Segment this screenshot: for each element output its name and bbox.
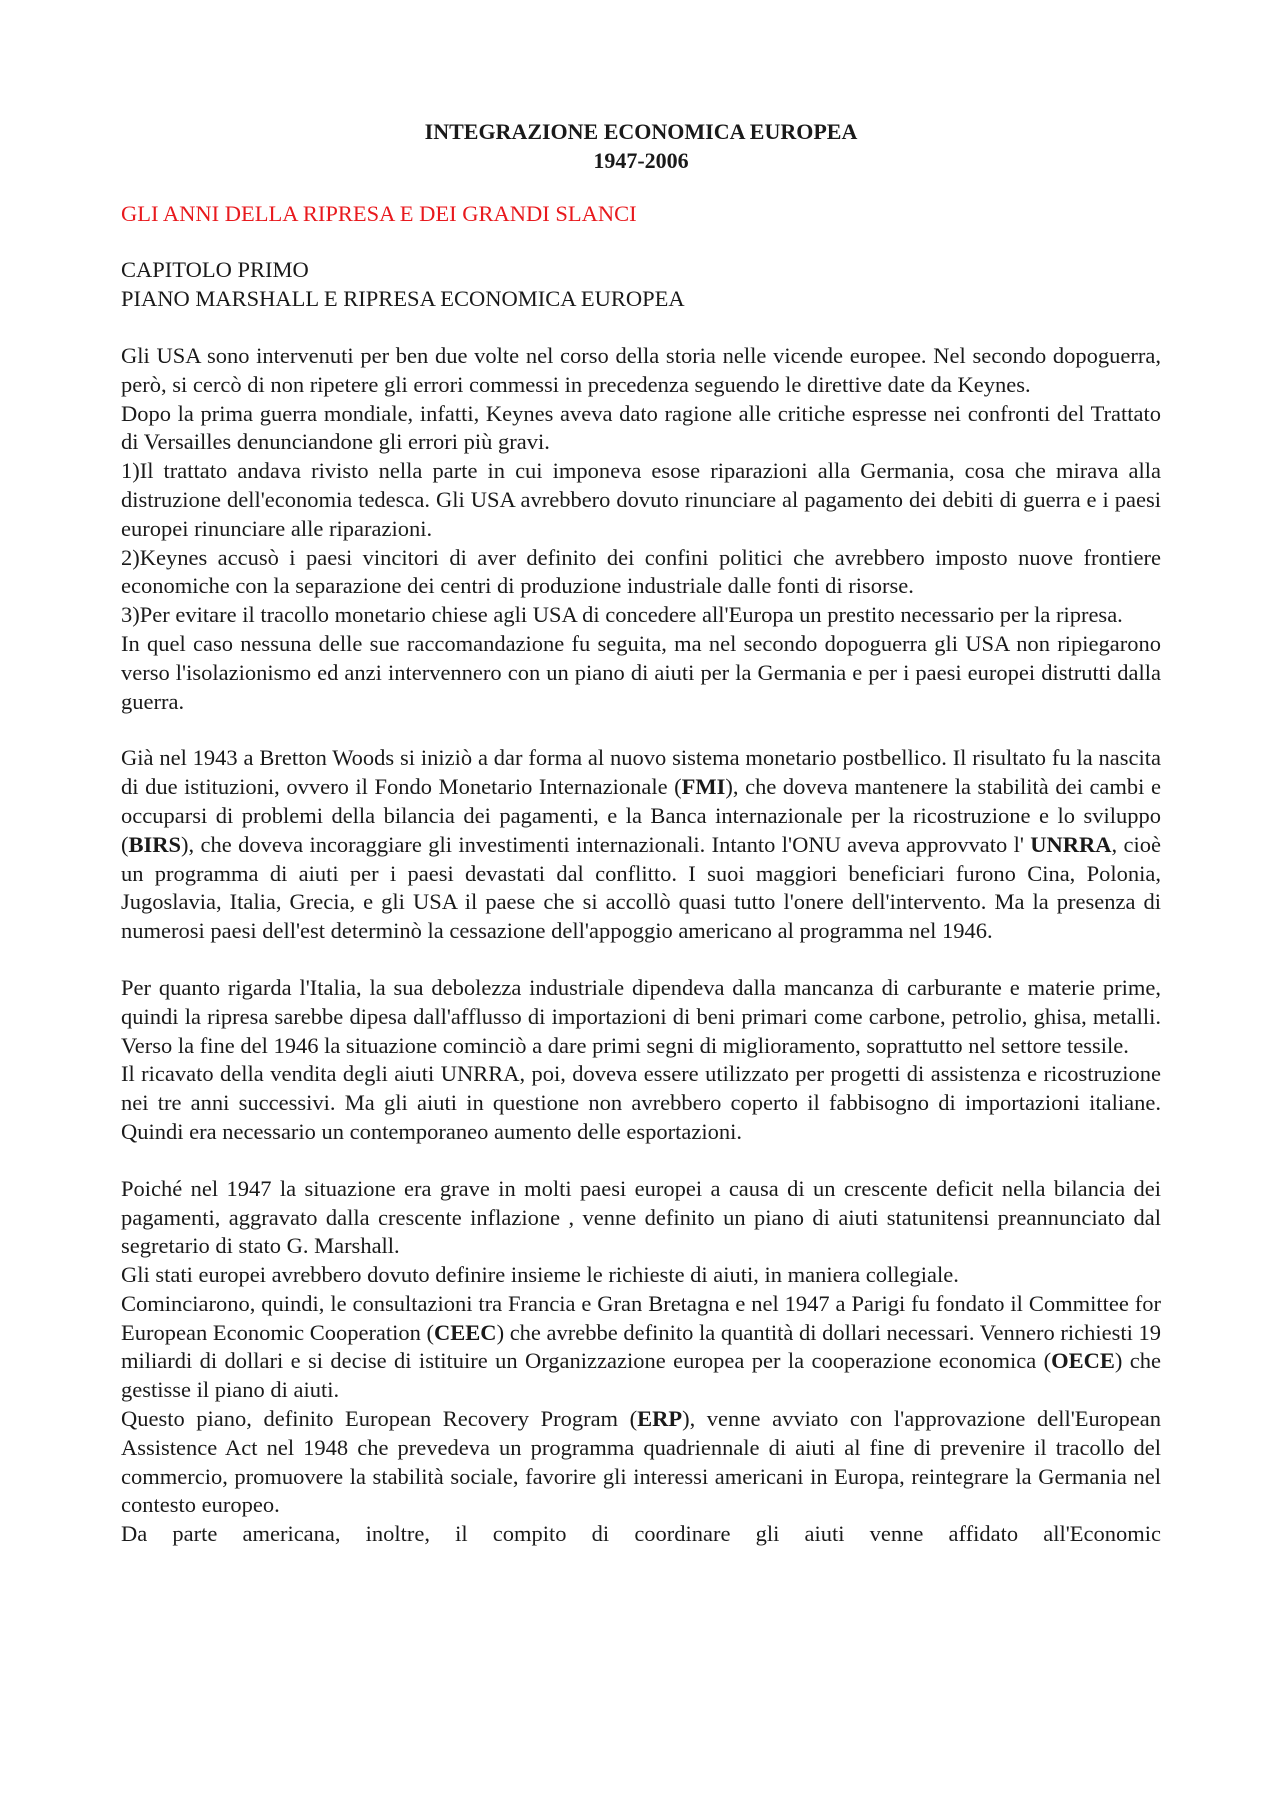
- text-block: [121, 342, 1161, 716]
- text-block: [121, 1175, 1161, 1549]
- document-page: [121, 118, 1161, 1549]
- paragraph: 2)Keynes accusò i paesi vincitori di aver definito dei confini politici che avrebbero imposto nuove frontiere economiche con la separazione dei centri di produzione industriale dalle fonti di risorse.: [121, 544, 1161, 599]
- chapter-title: PIANO MARSHALL E RIPRESA ECONOMICA EUROPEA: [121, 286, 685, 312]
- paragraph: Gli USA sono intervenuti per ben due volte nel corso della storia nelle vicende europee. Nel secondo dopoguerra, però, si cercò di non ripetere gli errori commessi in precedenza seguendo le direttive date da Keynes.: [121, 342, 1161, 397]
- chapter-heading: [121, 256, 1161, 314]
- text-segment: Cominciarono, quindi, le consultazioni tra Francia e Gran Bretagna e nel 1947 a Parigi fu fondato il Committee for European Economic Cooperation (: [121, 1290, 1161, 1345]
- chapter-label: CAPITOLO PRIMO: [121, 257, 309, 283]
- text-block: [121, 974, 1161, 1147]
- section-heading: GLI ANNI DELLA RIPRESA E DEI GRANDI SLANCI: [121, 200, 637, 226]
- text-segment: ), venne avviato con l'approvazione dell'European Assistence Act nel 1948 che prevedeva un programma quadriennale di aiuti al fine di prevenire il tracollo del commercio, promuovere la stabilità sociale, favorire gli interessi americani in Europa, reintegrare la Germania nel contesto europeo.: [121, 1406, 1161, 1518]
- paragraph: 3)Per evitare il tracollo monetario chiese agli USA di concedere all'Europa un prestito necessario per la ripresa.: [121, 602, 1123, 628]
- text-block: [121, 744, 1161, 946]
- paragraph: Per quanto rigarda l'Italia, la sua debolezza industriale dipendeva dalla mancanza di carburante e materie prime, quindi la ripresa sarebbe dipesa dall'afflusso di importazioni di beni primari come carbone, petrolio, ghisa, metalli. Verso la fine del 1946 la situazione cominciò a dare primi segni di miglioramento, soprattutto nel settore tessile.: [121, 974, 1161, 1058]
- document-title: [121, 118, 1161, 176]
- text-segment: , cioè un programma di aiuti per i paesi devastati dal conflitto. I suoi maggiori beneficiari furono Cina, Polonia, Jugoslavia, Italia, Grecia, e gli USA il paese che si accollò quasi tutto l'onere dell'intervento. Ma la presenza di numerosi paesi dell'est determinò la cessazione dell'appoggio americano al programma nel 1946.: [121, 831, 1161, 944]
- document-body: [121, 342, 1161, 1549]
- paragraph: [121, 1290, 1161, 1405]
- title-line-1: INTEGRAZIONE ECONOMICA EUROPEA: [424, 119, 858, 144]
- paragraph: In quel caso nessuna delle sue raccomandazione fu seguita, ma nel secondo dopoguerra gli USA non ripiegarono verso l'isolazionismo ed anzi intervennero con un piano di aiuti per la Germania e per i paesi europei distrutti dalla guerra.: [121, 630, 1161, 714]
- acronym: ERP: [637, 1406, 683, 1432]
- paragraph: Da parte americana, inoltre, il compito di coordinare gli aiuti venne affidato all'Economic: [121, 1521, 1161, 1547]
- text-segment: ) che gestisse il piano di aiuti.: [121, 1348, 1161, 1403]
- acronym: CEEC: [434, 1319, 497, 1345]
- paragraph: [121, 1405, 1161, 1520]
- acronym: FMI: [681, 774, 726, 800]
- paragraph: Dopo la prima guerra mondiale, infatti, Keynes aveva dato ragione alle critiche espresse nei confronti del Trattato di Versailles denunciandone gli errori più gravi.: [121, 400, 1161, 455]
- text-segment: ), che doveva mantenere la stabilità dei cambi e occuparsi di problemi della bilancia dei pagamenti, e la Banca internazionale per la ricostruzione e lo sviluppo (: [121, 774, 1161, 857]
- acronym: BIRS: [128, 831, 182, 857]
- text-segment: Già nel 1943 a Bretton Woods si iniziò a dar forma al nuovo sistema monetario postbellico. Il risultato fu la nascita di due istituzioni, ovvero il Fondo Monetario Internazionale (: [121, 745, 1161, 800]
- text-segment: ) che avrebbe definito la quantità di dollari necessari. Vennero richiesti 19 miliardi di dollari e si decise di istituire un Organizzazione europea per la cooperazione economica (: [121, 1319, 1161, 1374]
- text-segment: ), che doveva incoraggiare gli investimenti internazionali. Intanto l'ONU aveva approvvato l': [181, 831, 1031, 857]
- acronym: UNRRA: [1030, 831, 1112, 857]
- acronym: OECE: [1051, 1348, 1115, 1374]
- title-line-2: 1947-2006: [593, 147, 689, 173]
- text-segment: Questo piano, definito European Recovery Program (: [121, 1406, 638, 1432]
- paragraph: [121, 744, 1161, 946]
- paragraph: Poiché nel 1947 la situazione era grave in molti paesi europei a causa di un crescente deficit nella bilancia dei pagamenti, aggravato dalla crescente inflazione , venne definito un piano di aiuti statunitensi preannunciato dal segretario di stato G. Marshall.: [121, 1175, 1161, 1259]
- paragraph: Il ricavato della vendita degli aiuti UNRRA, poi, doveva essere utilizzato per progetti di assistenza e ricostruzione nei tre anni successivi. Ma gli aiuti in questione non avrebbero coperto il fabbisogno di importazioni italiane. Quindi era necessario un contemporaneo aumento delle esportazioni.: [121, 1061, 1161, 1144]
- paragraph: Gli stati europei avrebbero dovuto definire insieme le richieste di aiuti, in maniera collegiale.: [121, 1262, 959, 1288]
- paragraph: 1)Il trattato andava rivisto nella parte in cui imponeva esose riparazioni alla Germania, cosa che mirava alla distruzione dell'economia tedesca. Gli USA avrebbero dovuto rinunciare al pagamento dei debiti di guerra e i paesi europei rinunciare alle riparazioni.: [121, 458, 1161, 541]
